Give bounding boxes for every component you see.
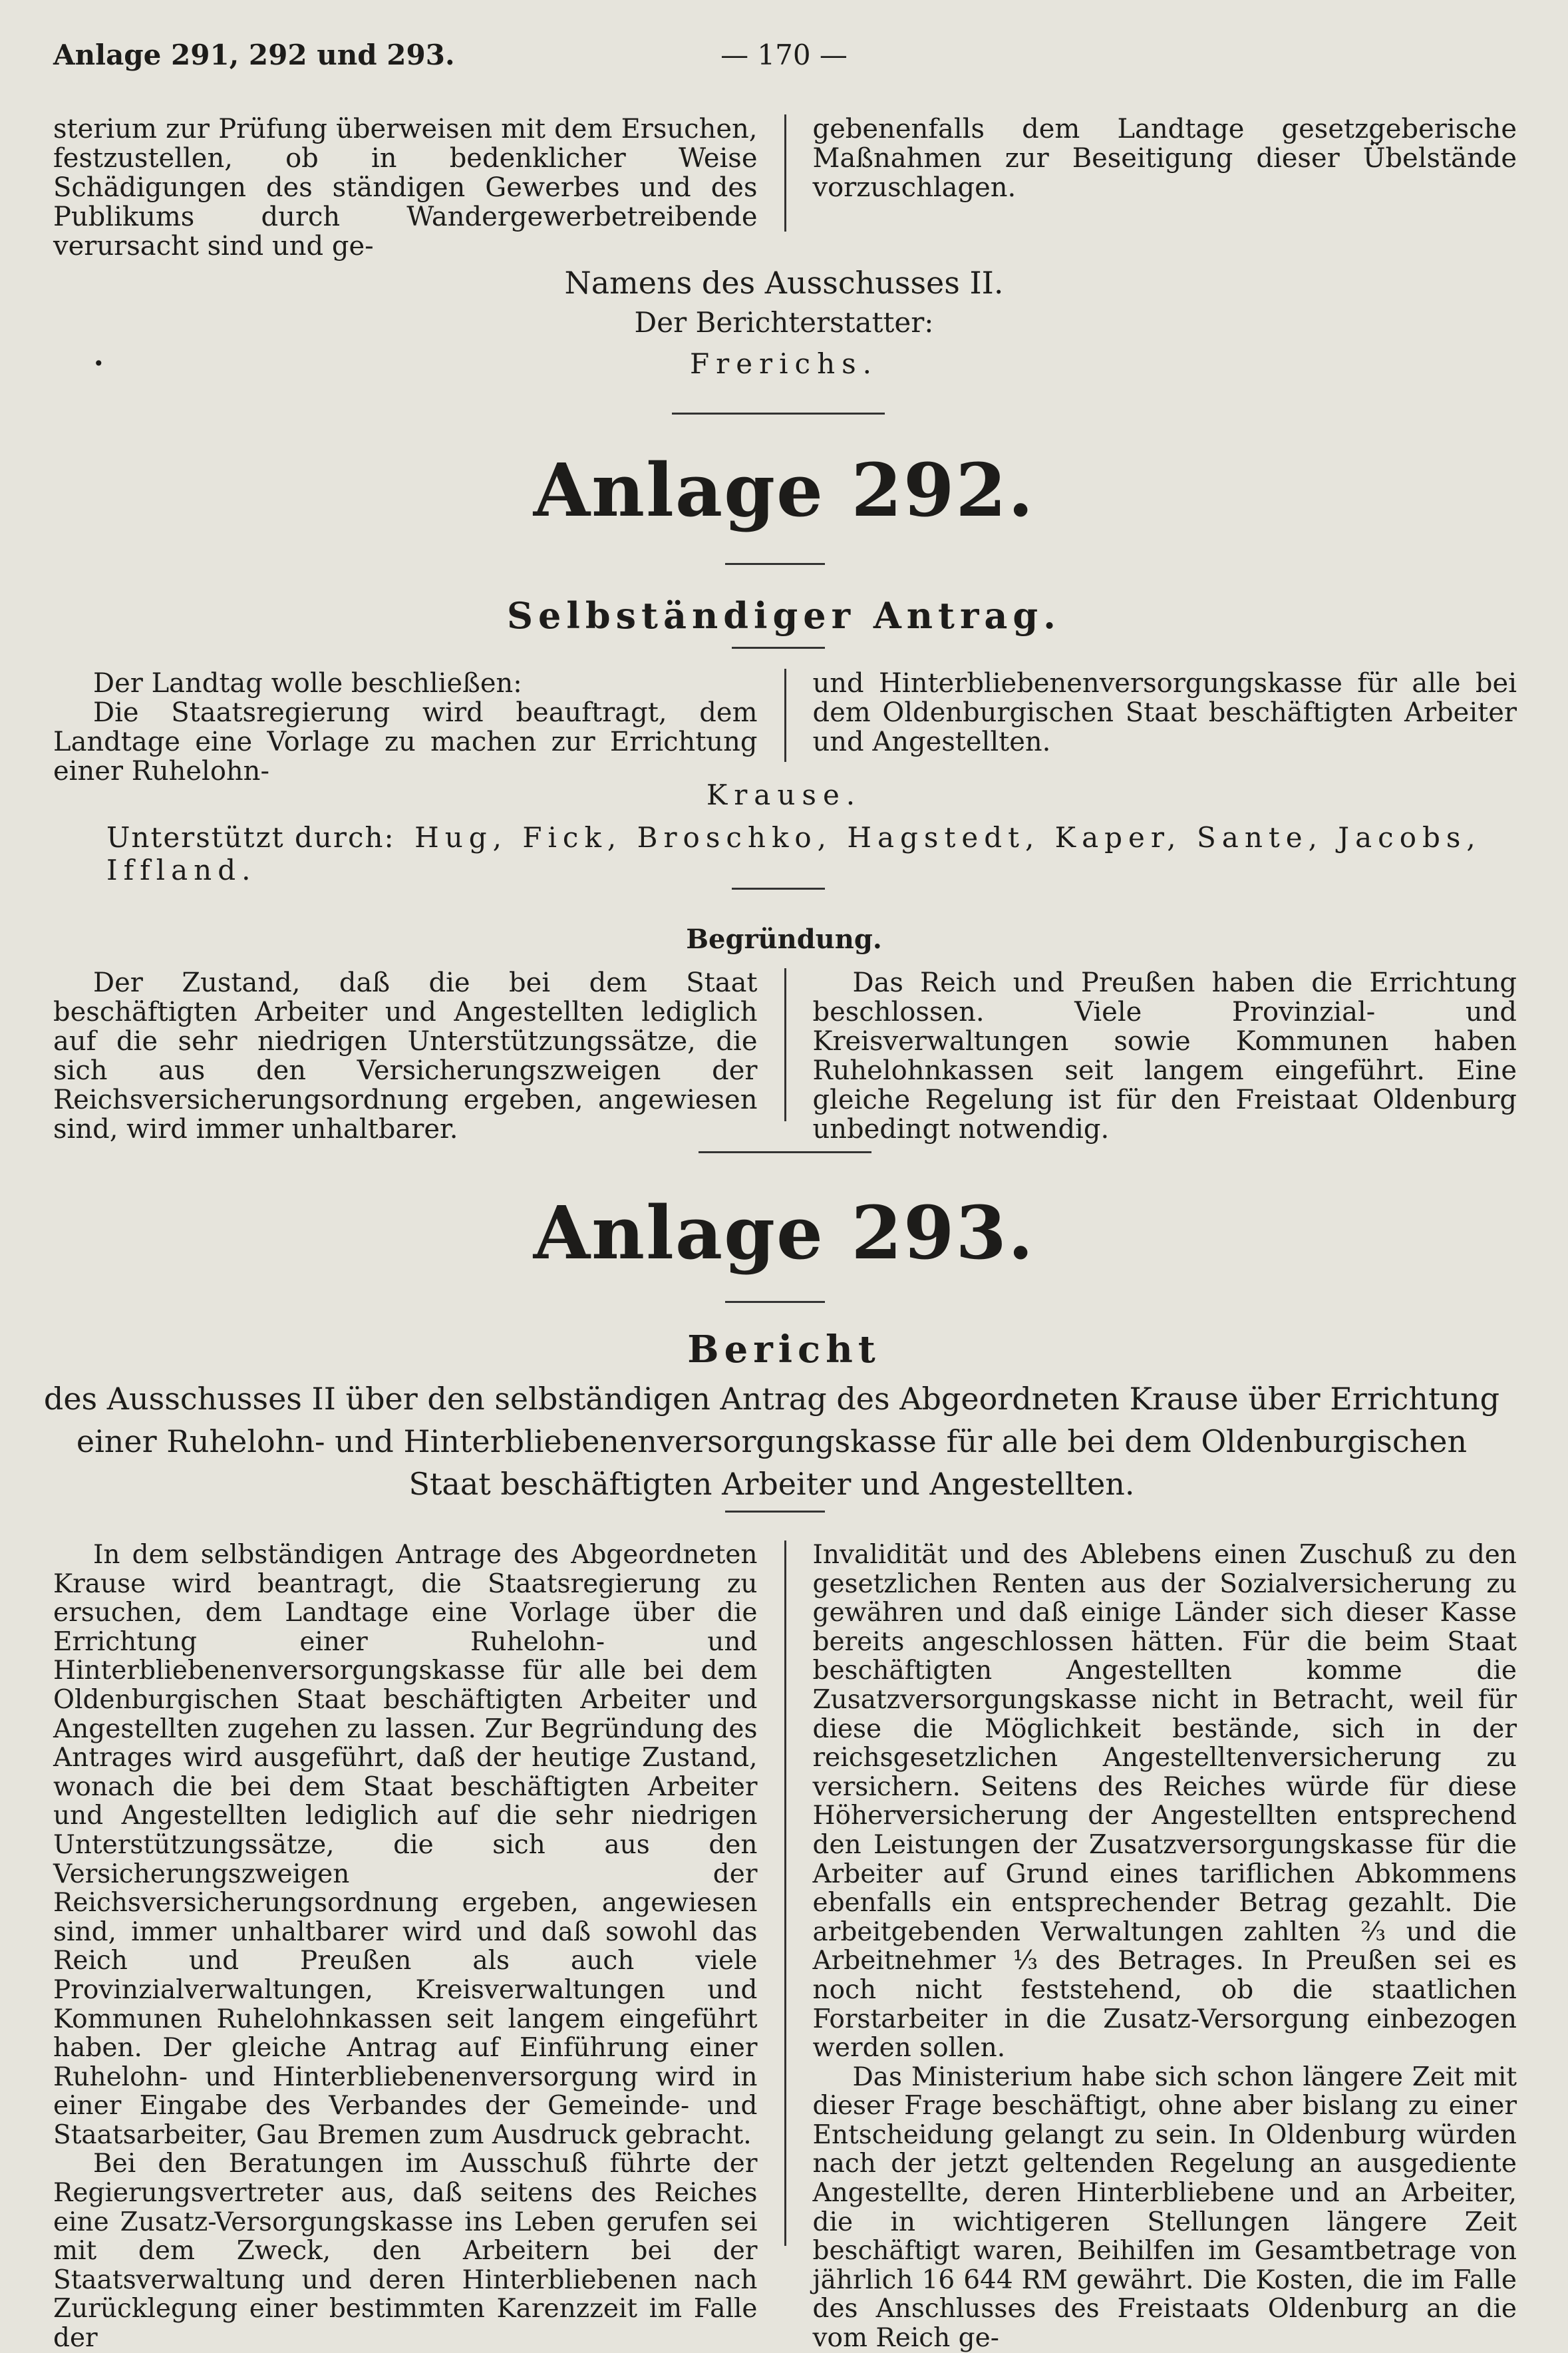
running-head: Anlage 291, 292 und 293. bbox=[53, 39, 455, 71]
begruendung-title: Begründung. bbox=[686, 924, 882, 955]
section-rule bbox=[672, 413, 885, 415]
title-rule bbox=[725, 1511, 825, 1513]
committee-name: Namens des Ausschusses II. bbox=[564, 265, 1004, 301]
right-column bbox=[813, 669, 1517, 762]
anlage-291-continuation bbox=[53, 114, 1517, 262]
paragraph: sterium zur Prüfung überweisen mit dem Ersuchen, festzustellen, ob in bedenklicher Weise Schädigungen des ständigen Gewerbes und des Publikums durch Wandergewerbetreibende verursacht sind und ge- bbox=[53, 114, 758, 262]
antrag-text bbox=[53, 668, 1517, 787]
section-rule bbox=[699, 1151, 871, 1153]
title-rule bbox=[725, 1301, 825, 1303]
page-number: — 170 — bbox=[720, 39, 848, 71]
paragraph: Invalidität und des Ablebens einen Zuschuß zu den gesetzlichen Renten aus der Sozialversicherung zu gewähren und daß einige Länder sich dieser Kasse bereits angeschlossen hätten. Für die beim Staat beschäftigten Angestellten komme die Zusatzversorgungskasse nicht in Betracht, weil für diese die Möglichkeit bestände, sich in der reichsgesetzlichen Angestelltenversicherung zu versichern. Seitens des Reiches würde für diese Höherversicherung der Angestellten entsprechend den Leistungen der Zusatzversorgungskasse für die Arbeiter auf Grund eines tariflichen Abkommens ebenfalls ein entsprechender Betrag gezahlt. Die arbeitgebenden Verwaltungen zahlten ⅔ und die Arbeitnehmer ⅓ des Betrages. In Preußen sei es noch nicht feststehend, ob die staatlichen Forstarbeiter in die Zusatz-Versorgung einbezogen werden sollen. bbox=[812, 1540, 1517, 2064]
paragraph: Das Ministerium habe sich schon längere Zeit mit dieser Frage beschäftigt, ohne aber bislang zu einer Entscheidung gelangt zu sein. In Oldenburg würden nach der jetzt geltenden Regelung an ausgediente Angestellte, deren Hinterbliebene und an Arbeiter, die in wichtigeren Stellungen längere Zeit beschäftigt waren, Beihilfen im Gesamtbetrage von jährlich 16 644 RM gewährt. Die Kosten, die im Falle des Anschlusses des Freistaats Oldenburg an die vom Reich ge- bbox=[812, 2062, 1517, 2353]
paragraph: Der Landtag wolle beschließen: bbox=[93, 668, 522, 699]
bericht-title: Bericht bbox=[687, 1328, 881, 1371]
column-divider bbox=[784, 669, 786, 762]
paragraph: In dem selbständigen Antrage des Abgeordneten Krause wird beantragt, die Staatsregierung zu ersuchen, dem Landtage eine Vorlage über die Errichtung einer Ruhelohn- und Hinterbliebenenversorgungskasse für alle bei dem Oldenburgischen Staat beschäftigten Arbeiter und Angestellten zugehen zu lassen. Zur Begründung des Antrages wird ausgeführt, daß der heutige Zustand, wonach die bei dem Staat beschäftigten Arbeiter und Angestellten lediglich auf die sehr niedrigen Unterstützungssätze, die sich aus den Versicherungszweigen der Reichsversicherungsordnung ergeben, angewiesen sind, immer unhaltbarer wird und daß sowohl das Reich und Preußen als auch viele Provinzialverwaltungen, Kreisverwaltungen und Kommunen Ruhelohnkassen seit langem eingeführt haben. Der gleiche Antrag auf Einführung einer Ruhelohn- und Hinterbliebenenversorgung wird in einer Eingabe des Verbandes der Gemeinde- und Staatsarbeiter, Gau Bremen zum Ausdruck gebracht. bbox=[53, 1540, 758, 2150]
title-rule bbox=[725, 563, 825, 565]
anlage-293-title: Anlage 293. bbox=[533, 1190, 1035, 1276]
left-column bbox=[53, 1540, 758, 2353]
anlage-292-subtitle: Selbständiger Antrag. bbox=[507, 594, 1061, 637]
left-column bbox=[53, 114, 758, 262]
paragraph: Die Staatsregierung wird beauftragt, dem Landtage eine Vorlage zu machen zur Errichtung einer Ruhelohn- bbox=[53, 697, 758, 787]
rapporteur-label: Der Berichterstatter: bbox=[634, 306, 934, 339]
supporters-names: Hug, Fick, Broschko, Hagstedt, Kaper, Sante, Jacobs, Iffland. bbox=[106, 821, 1482, 886]
supporters-label: Unterstützt durch: bbox=[106, 821, 395, 854]
section-rule bbox=[732, 888, 825, 890]
right-column bbox=[812, 1540, 1517, 2353]
bericht-subtitle: des Ausschusses II über den selbständigen Antrag des Abgeordneten Krause über Errichtung einer Ruhelohn- und Hinterbliebenenversorgungskasse für alle bei dem Oldenburgischen Staat beschäftigten Arbeiter und Angestellten. bbox=[43, 1381, 1500, 1502]
signer-name: Krause. bbox=[706, 779, 862, 811]
supporters-line bbox=[106, 821, 1568, 886]
paragraph: gebenenfalls dem Landtage gesetzgeberische Maßnahmen zur Beseitigung dieser Übelstände vorzuschlagen. bbox=[812, 114, 1517, 203]
column-divider bbox=[784, 968, 786, 1121]
stray-dot: • bbox=[93, 353, 104, 375]
paragraph: Das Reich und Preußen haben die Errichtung beschlossen. Viele Provinzial- und Kreisverwaltungen sowie Kommunen haben Ruhelohnkassen seit langem eingeführt. Eine gleiche Regelung ist für den Freistaat Oldenburg unbedingt notwendig. bbox=[812, 968, 1517, 1145]
begruendung-text bbox=[53, 968, 1517, 1145]
right-column bbox=[812, 968, 1517, 1145]
anlage-292-title: Anlage 292. bbox=[533, 447, 1035, 533]
left-column bbox=[53, 668, 758, 787]
paragraph: und Hinterbliebenenversorgungskasse für alle bei dem Oldenburgischen Staat beschäftigten Arbeiter und Angestellten. bbox=[812, 668, 1517, 757]
subtitle-rule bbox=[732, 647, 825, 649]
rapporteur-name: Frerichs. bbox=[689, 347, 879, 380]
bericht-text bbox=[53, 1540, 1517, 2353]
paragraph: Bei den Beratungen im Ausschuß führte der Regierungsvertreter aus, daß seitens des Reiches eine Zusatz-Versorgungskasse ins Leben gerufen sei mit dem Zweck, den Arbeitern bei der Staatsverwaltung und deren Hinterbliebenen nach Zurücklegung einer bestimmten Karenzzeit im Falle der bbox=[53, 2149, 758, 2353]
column-divider bbox=[784, 114, 786, 232]
left-column bbox=[53, 968, 758, 1145]
paragraph: Der Zustand, daß die bei dem Staat beschäftigten Arbeiter und Angestellten lediglich auf die sehr niedrigen Unterstützungssätze, die sich aus den Versicherungszweigen der Reichsversicherungsordnung ergeben, angewiesen sind, wird immer unhaltbarer. bbox=[53, 968, 758, 1145]
page-header bbox=[53, 39, 1515, 79]
right-column bbox=[813, 114, 1517, 232]
column-divider bbox=[784, 1540, 786, 2246]
